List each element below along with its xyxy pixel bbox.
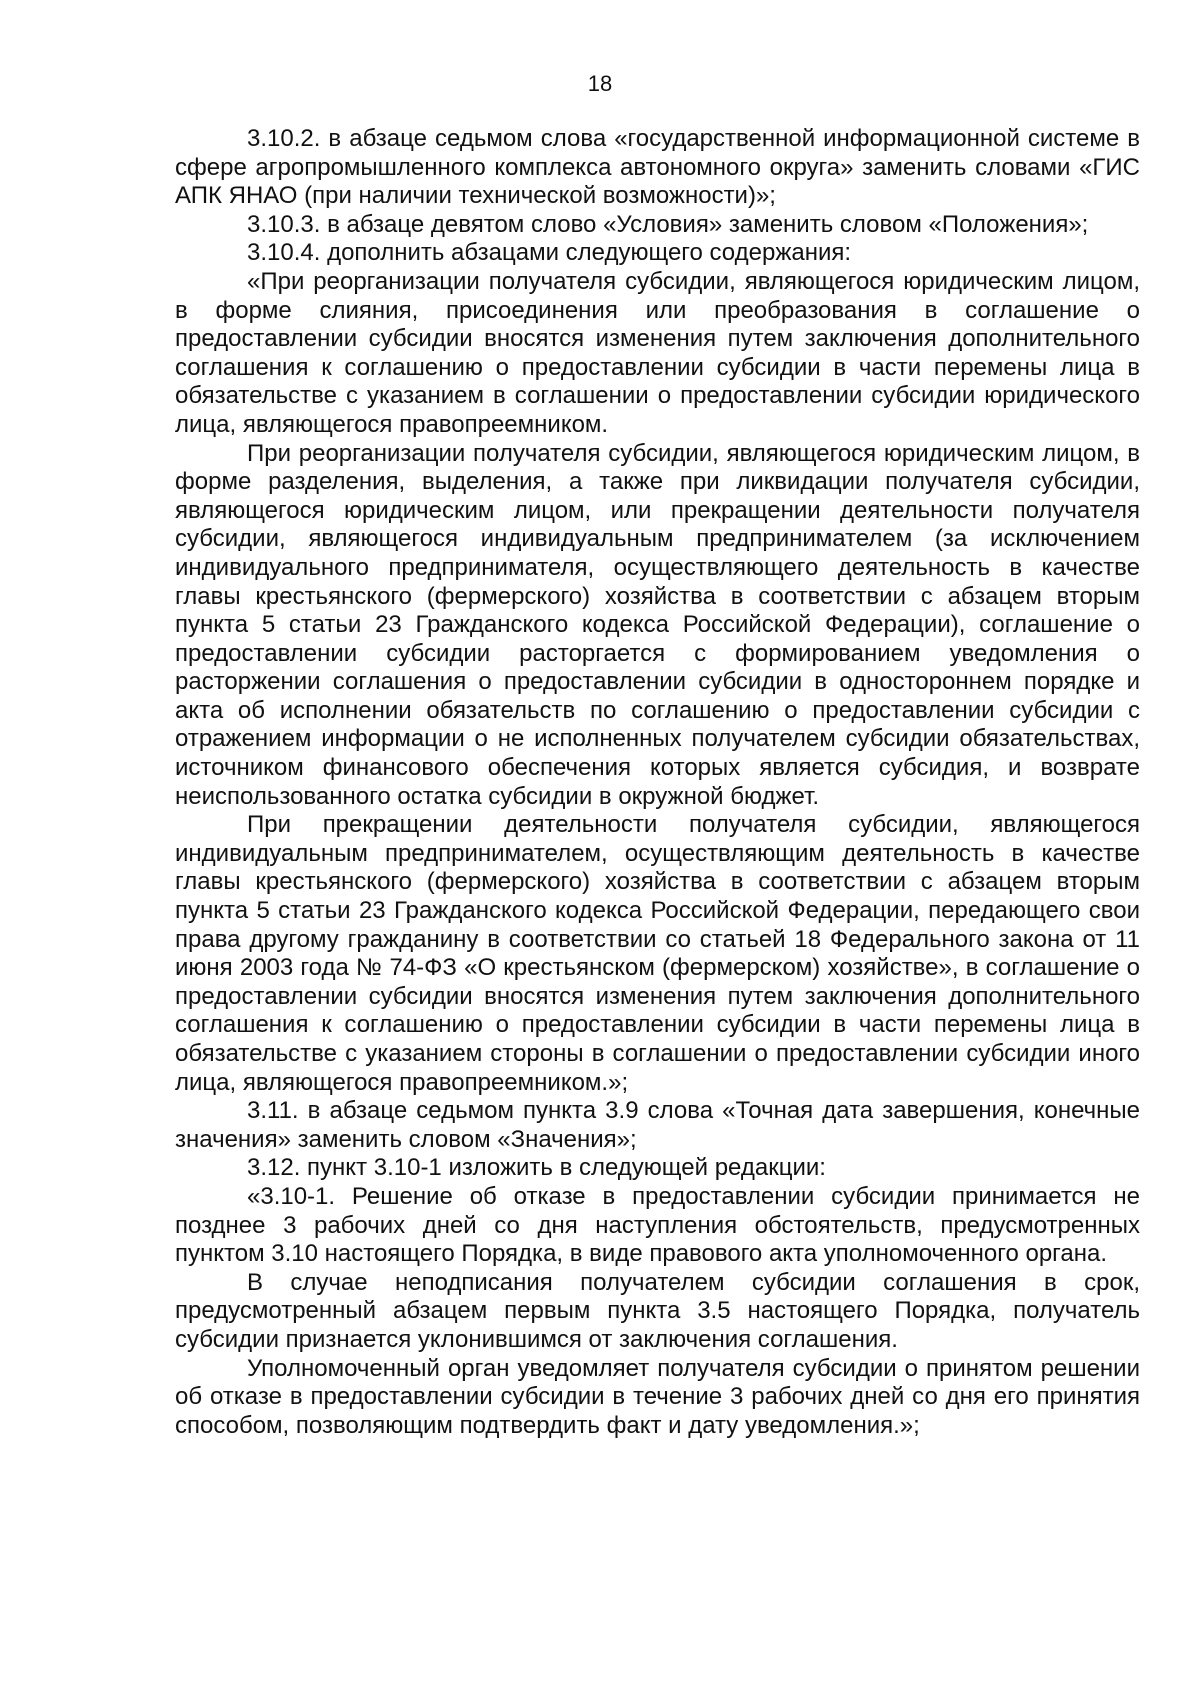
paragraph-3-10-2: 3.10.2. в абзаце седьмом слова «государственной информационной системе в сфере агропромышленного комплекса автономного округа» заменить словами «ГИС АПК ЯНАО (при наличии технической возможности)»;: [175, 125, 1140, 210]
paragraph-reorganization-merger: «При реорганизации получателя субсидии, являющегося юридическим лицом, в форме слияния, присоединения или преобразования в соглашение о предоставлении субсидии вносятся изменения путем заключения дополнительного соглашения к соглашению о предоставлении субсидии в части перемены лица в обязательстве с указанием в соглашении о предоставлении субсидии юридического лица, являющегося правопреемником.: [175, 267, 1140, 438]
page-number: 18: [587, 71, 613, 96]
paragraph-3-10-1-decision: «3.10-1. Решение об отказе в предоставлении субсидии принимается не позднее 3 рабочих дней со дня наступления обстоятельств, предусмотренных пунктом 3.10 настоящего Порядка, в виде правового акта уполномоченного органа.: [175, 1182, 1140, 1268]
paragraph-3-10-3: 3.10.3. в абзаце девятом слово «Условия» заменить словом «Положения»;: [247, 210, 1089, 238]
paragraph-reorganization-division: При реорганизации получателя субсидии, являющегося юридическим лицом, в форме разделения, выделения, а также при ликвидации получателя субсидии, являющегося юридическим лицом, или прекращении деятельности получателя субсидии, являющегося индивидуальным предпринимателем (за исключением индивидуального предпринимателя, осуществляющего деятельность в качестве главы крестьянского (фермерского) хозяйства в соответствии с абзацем вторым пункта 5 статьи 23 Гражданского кодекса Российской Федерации), соглашение о предоставлении субсидии расторгается с формированием уведомления о расторжении соглашения о предоставлении субсидии в одностороннем порядке и акта об исполнении обязательств по соглашению о предоставлении субсидии с отражением информации о не исполненных получателем субсидии обязательствах, источником финансового обеспечения которых является субсидия, и возврате неиспользованного остатка субсидии в окружной бюджет.: [175, 439, 1140, 810]
document-body: [175, 125, 1140, 1440]
paragraph-notification: Уполномоченный орган уведомляет получателя субсидии о принятом решении об отказе в предоставлении субсидии в течение 3 рабочих дней со дня его принятия способом, позволяющим подтвердить факт и дату уведомления.»;: [175, 1354, 1140, 1439]
paragraph-termination-activity: При прекращении деятельности получателя субсидии, являющегося индивидуальным предпринимателем, осуществляющим деятельность в качестве главы крестьянского (фермерского) хозяйства в соответствии с абзацем вторым пункта 5 статьи 23 Гражданского кодекса Российской Федерации, передающего свои права другому гражданину в соответствии со статьей 18 Федерального закона от 11 июня 2003 года № 74-ФЗ «О крестьянском (фермерском) хозяйстве», в соглашение о предоставлении субсидии вносятся изменения путем заключения дополнительного соглашения к соглашению о предоставлении субсидии в части перемены лица в обязательстве с указанием стороны в соглашении о предоставлении субсидии иного лица, являющегося правопреемником.»;: [175, 811, 1140, 1096]
paragraph-3-11: 3.11. в абзаце седьмом пункта 3.9 слова «Точная дата завершения, конечные значения» заменить словом «Значения»;: [175, 1097, 1140, 1153]
paragraph-3-10-4: 3.10.4. дополнить абзацами следующего содержания:: [247, 239, 852, 267]
paragraph-3-12: 3.12. пункт 3.10-1 изложить в следующей редакции:: [247, 1154, 826, 1182]
paragraph-non-signing: В случае неподписания получателем субсидии соглашения в срок, предусмотренный абзацем первым пункта 3.5 настоящего Порядка, получатель субсидии признается уклонившимся от заключения соглашения.: [175, 1268, 1140, 1353]
